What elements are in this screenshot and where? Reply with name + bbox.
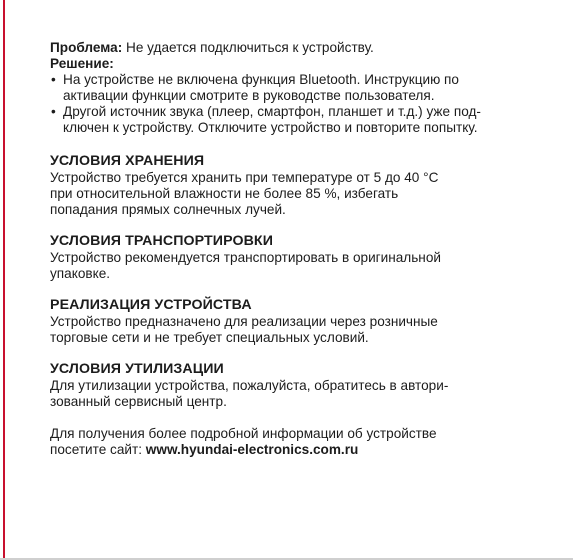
section-body: [50, 378, 550, 410]
solution-label: Решение:: [50, 56, 114, 71]
section-body: [50, 170, 550, 218]
body-line: Устройство предназначено для реализации через розничные: [50, 314, 438, 329]
bullet-icon: •: [51, 72, 56, 87]
body-line: при относительной влажности не более 85 %, избегать: [50, 186, 399, 201]
body-line: торговые сети и не требует специальных условий.: [50, 330, 369, 345]
problem-text: Не удается подключиться к устройству.: [126, 40, 374, 55]
section-sales: [50, 297, 550, 346]
solution-item-bluetooth: [50, 72, 550, 104]
section-disposal: [50, 361, 550, 410]
footer-prefix: посетите сайт:: [50, 442, 143, 457]
solution-line: активации функции смотрите в руководстве пользователя.: [63, 88, 435, 103]
section-body: [50, 250, 550, 282]
solution-line: На устройстве не включена функция Bluetooth. Инструкцию по: [63, 72, 459, 87]
body-line: упаковке.: [50, 266, 111, 281]
section-heading: УСЛОВИЯ ТРАНСПОРТИРОВКИ: [50, 233, 273, 249]
body-line: зованный сервисный центр.: [50, 394, 227, 409]
body-line: Устройство рекомендуется транспортировать в оригинальной: [50, 250, 441, 265]
troubleshooting-block: [50, 40, 550, 136]
solution-line: ключен к устройству. Отключите устройство и повторите попытку.: [63, 120, 478, 135]
body-line: Для утилизации устройства, пожалуйста, обратитесь в автори-: [50, 378, 449, 393]
bullet-icon: •: [51, 104, 56, 119]
section-body: [50, 314, 550, 346]
solution-line: Другой источник звука (плеер, смартфон, планшет и т.д.) уже под-: [63, 104, 481, 119]
solution-list: [50, 72, 550, 136]
body-line: попадания прямых солнечных лучей.: [50, 202, 286, 217]
footer-text: [50, 426, 550, 458]
section-transport: [50, 233, 550, 282]
problem-line: [50, 40, 550, 56]
body-line: Устройство требуется хранить при температуре от 5 до 40 °С: [50, 170, 439, 185]
website-link[interactable]: www.hyundai-electronics.com.ru: [145, 442, 359, 457]
solution-item-other-source: [50, 104, 550, 136]
manual-page: [50, 40, 550, 458]
section-heading: РЕАЛИЗАЦИЯ УСТРОЙСТВА: [50, 297, 252, 313]
section-heading: УСЛОВИЯ УТИЛИЗАЦИИ: [50, 361, 224, 377]
problem-label: Проблема:: [50, 40, 123, 55]
footer-line: Для получения более подробной информации об устройстве: [50, 426, 437, 441]
section-heading: УСЛОВИЯ ХРАНЕНИЯ: [50, 153, 205, 169]
section-storage: [50, 153, 550, 218]
left-margin-rule: [3, 0, 5, 560]
footer-info: [50, 426, 550, 458]
